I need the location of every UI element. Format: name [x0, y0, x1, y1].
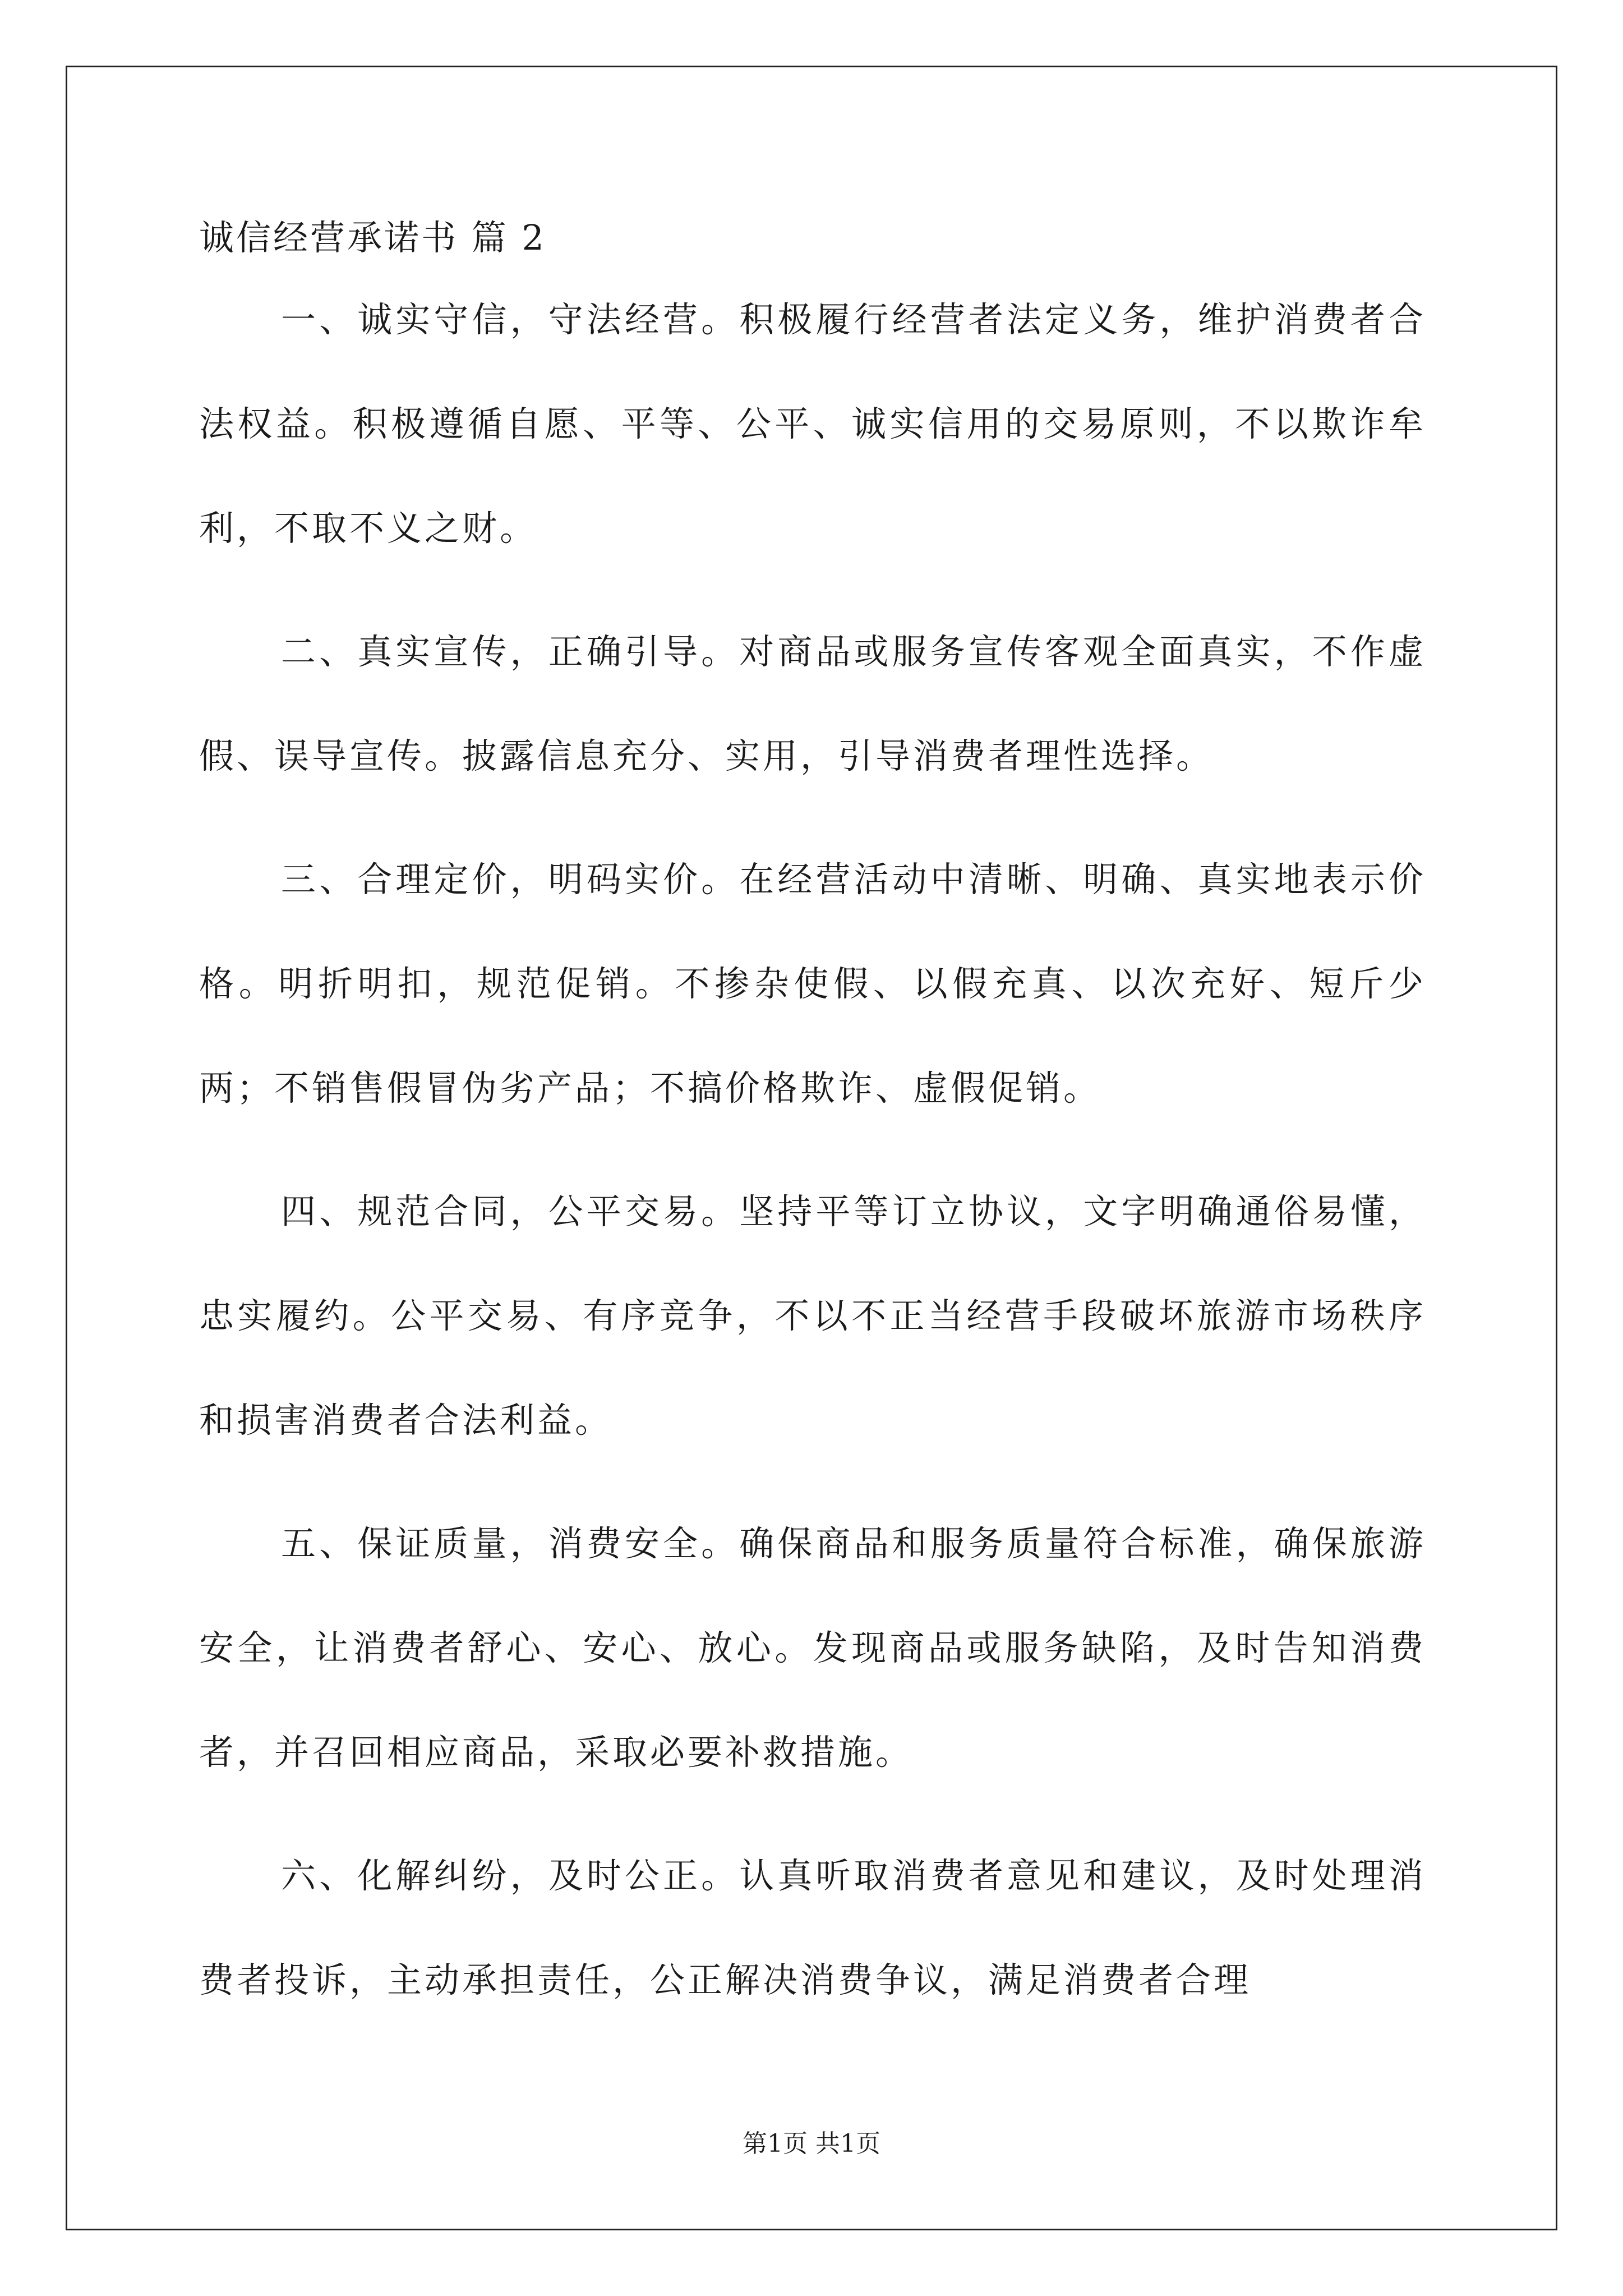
page-number-footer: 第1页 共1页: [743, 2129, 880, 2158]
document-title: 诚信经营承诺书 篇 2: [199, 217, 546, 258]
document-body: [199, 218, 1426, 2032]
paragraph-2: 二、真实宣传，正确引导。对商品或服务宣传客观全面真实，不作虚假、误导宣传。披露信息充分、实用，引导消费者理性选择。: [199, 631, 1426, 776]
paragraph-5: 五、保证质量，消费安全。确保商品和服务质量符合标准，确保旅游安全，让消费者舒心、安心、放心。发现商品或服务缺陷，及时告知消费者，并召回相应商品，采取必要补救措施。: [199, 1523, 1426, 1773]
paragraph-4: 四、规范合同，公平交易。坚持平等订立协议，文字明确通俗易懂，忠实履约。公平交易、有序竞争，不以不正当经营手段破坏旅游市场秩序和损害消费者合法利益。: [199, 1191, 1426, 1441]
paragraph-1: 一、诚实守信，守法经营。积极履行经营者法定义务，维护消费者合法权益。积极遵循自愿、平等、公平、诚实信用的交易原则，不以欺诈牟利，不取不义之财。: [199, 299, 1426, 549]
paragraph-6: 六、化解纠纷，及时公正。认真听取消费者意见和建议，及时处理消费者投诉，主动承担责任，公正解决消费争议，满足消费者合理: [199, 1855, 1426, 2000]
paragraph-3: 三、合理定价，明码实价。在经营活动中清晰、明确、真实地表示价格。明折明扣，规范促销。不掺杂使假、以假充真、以次充好、短斤少两；不销售假冒伪劣产品；不搞价格欺诈、虚假促销。: [199, 859, 1426, 1108]
